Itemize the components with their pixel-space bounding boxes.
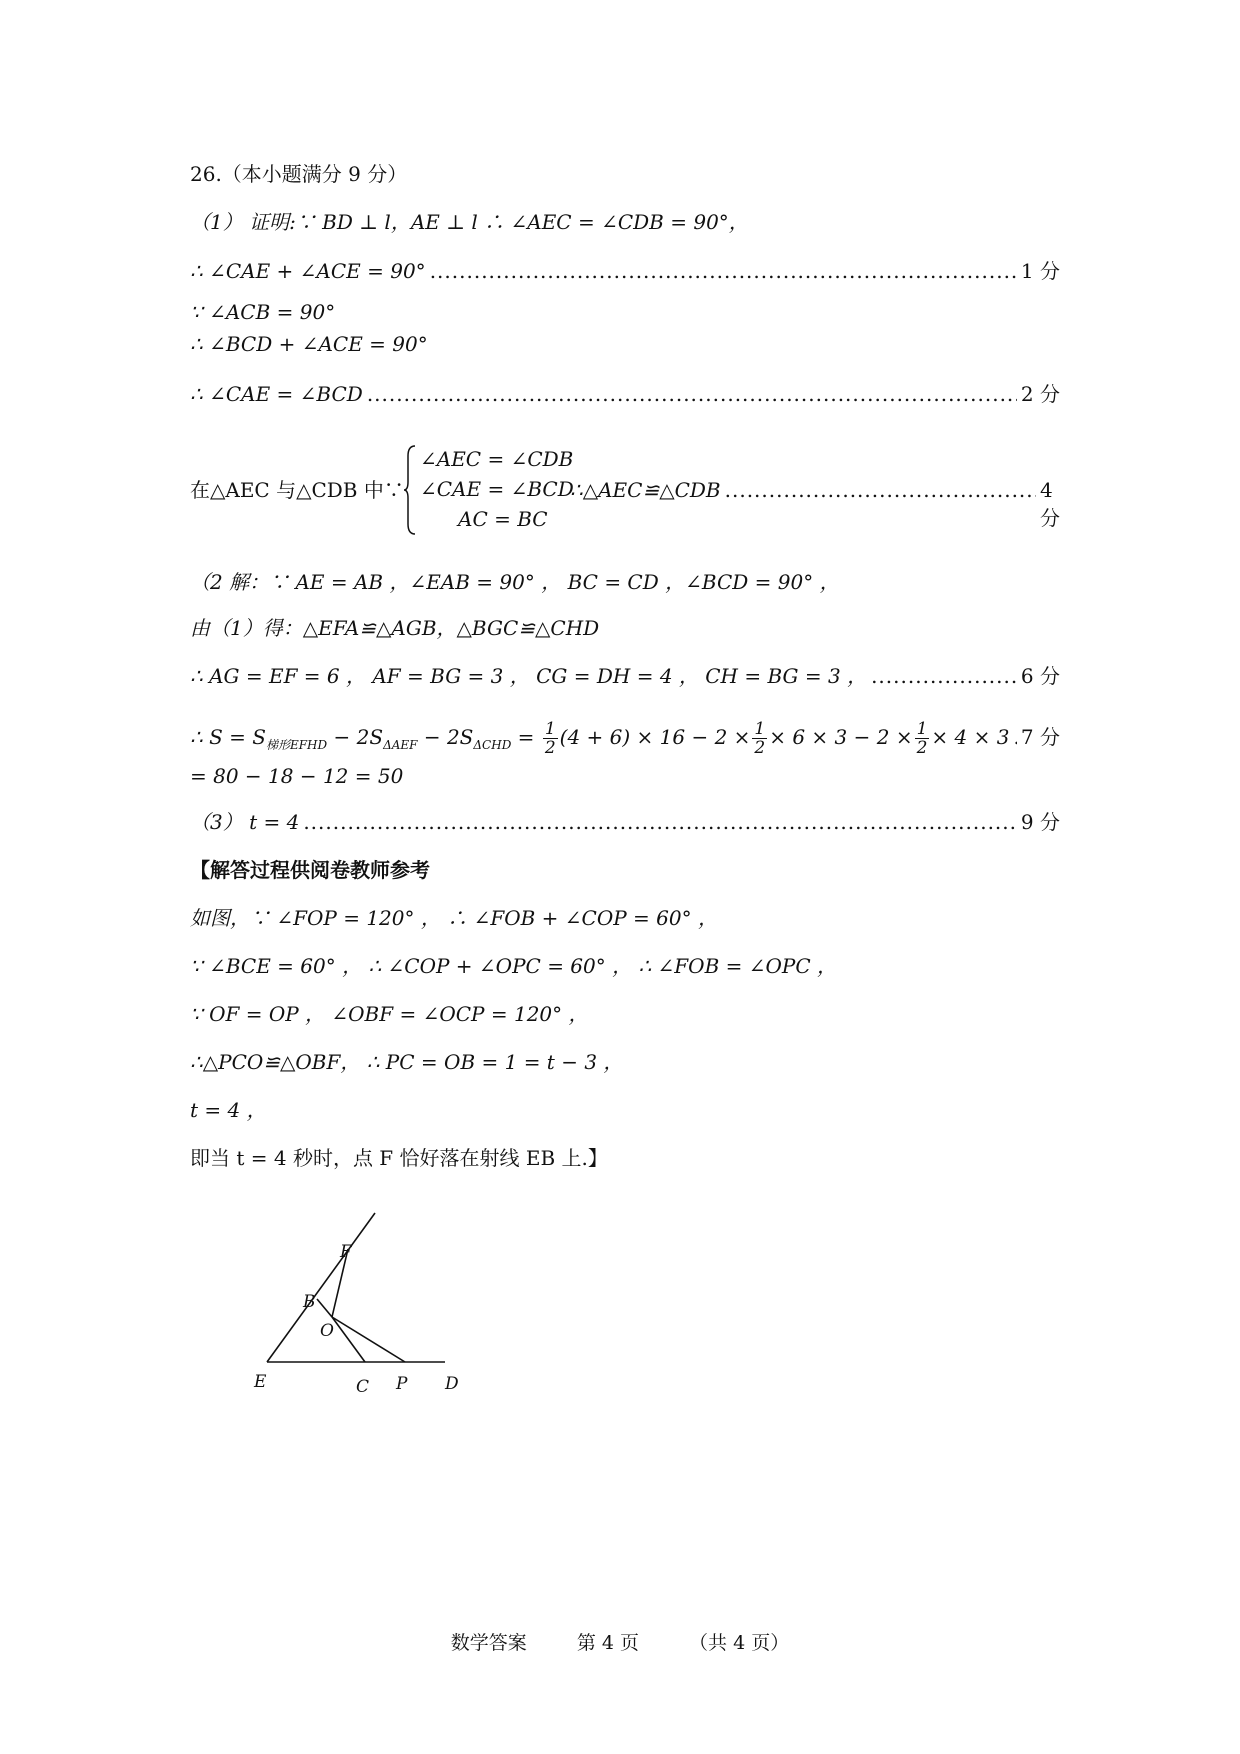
part2-line3-row — [190, 662, 1060, 690]
segment-op — [332, 1317, 405, 1362]
question-header: 26.（本小题满分 9 分） — [190, 162, 408, 186]
area-term3: × 4 × 3 — [931, 725, 1010, 749]
system-conclusion: ∴△AEC≌△CDB — [570, 478, 721, 502]
reference-line3: ∵ OF = OP ， ∠OBF = ∠OCP = 120° ， — [190, 1002, 589, 1026]
label-b: B — [303, 1292, 316, 1312]
label-e: E — [254, 1372, 267, 1392]
page-footer — [0, 1628, 1240, 1655]
part1-line1: （1） 证明:∵ BD ⊥ l，AE ⊥ l ∴ ∠AEC = ∠CDB = 90°， — [190, 210, 749, 234]
footer-total: （共 4 页） — [689, 1632, 790, 1654]
area-formula-row — [190, 720, 1060, 759]
footer-subject: 数学答案 — [450, 1632, 527, 1654]
score-9: 9 分 — [1020, 810, 1060, 834]
system-eq-2: ∠CAE = ∠BCD — [420, 477, 574, 501]
area-eq: = — [511, 725, 541, 749]
label-p: P — [396, 1374, 408, 1394]
leader-dots — [303, 808, 1017, 836]
part2-line1: （2 解：∵ AE = AB ，∠EAB = 90° ， BC = CD ，∠BCD = 90° ， — [190, 570, 840, 594]
score-6: 6 分 — [1020, 664, 1060, 688]
reference-heading: 【解答过程供阅卷教师参考 — [190, 858, 430, 882]
label-o: O — [320, 1321, 334, 1341]
part1-line5: ∴ ∠CAE = ∠BCD — [190, 382, 363, 406]
area-sub-trapezoid: 梯形EFHD — [265, 738, 328, 752]
score-7: 7 分 — [1020, 725, 1060, 749]
part1-line4: ∴ ∠BCD + ∠ACE = 90° — [190, 332, 428, 356]
label-c: C — [356, 1377, 370, 1397]
part1-line2: ∴ ∠CAE + ∠ACE = 90° — [190, 259, 426, 283]
area-sub-chd: ΔCHD — [473, 738, 512, 752]
part2-line2: 由（1）得：△EFA≌△AGB，△BGC≌△CHD — [190, 616, 600, 640]
area-term1: (4 + 6) × 16 − 2 × — [559, 725, 751, 749]
reference-line4: ∴△PCO≌△OBF， ∴ PC = OB = 1 = t − 3 ， — [190, 1050, 624, 1074]
footer-page: 第 4 页 — [576, 1632, 639, 1654]
reference-line1: 如图，∵ ∠FOP = 120° ， ∴ ∠FOB + ∠COP = 60° ， — [190, 906, 718, 930]
leader-dots — [1013, 723, 1016, 751]
label-f: F — [340, 1242, 352, 1262]
fraction-half: $\frac{1}{2}$ — [916, 719, 928, 758]
part2-line3: ∴ AG = EF = 6 ， AF = BG = 3 ， CG = DH = 4 ， CH = BG = 3 ， — [190, 664, 868, 688]
part1-line3: ∵ ∠ACB = 90° — [190, 300, 336, 324]
area-mid2: − 2S — [417, 725, 474, 749]
area-sub-aef: ΔAEF — [383, 738, 418, 752]
reference-line2: ∵ ∠BCE = 60° ， ∴ ∠COP + ∠OPC = 60° ， ∴ ∠FOB = ∠OPC ， — [190, 954, 838, 978]
system-eq-3: AC = BC — [458, 507, 548, 531]
part1-line2-row — [190, 257, 1060, 285]
leader-dots — [725, 476, 1036, 504]
fraction-half: $\frac{1}{2}$ — [544, 719, 556, 758]
part3-row — [190, 808, 1060, 836]
leader-dots — [871, 662, 1017, 690]
area-lhs: ∴ S = S — [190, 725, 266, 749]
leader-dots — [430, 257, 1017, 285]
score-2: 2 分 — [1020, 382, 1060, 406]
segment-oc — [332, 1317, 365, 1362]
reference-line5: t = 4 ， — [190, 1098, 267, 1122]
fraction-half: $\frac{1}{2}$ — [754, 719, 766, 758]
reference-line6: 即当 t = 4 秒时，点 F 恰好落在射线 EB 上.】 — [190, 1146, 608, 1170]
left-brace — [403, 444, 417, 536]
part1-line5-row — [190, 380, 1060, 408]
system-lead: 在△AEC 与△CDB 中∵ — [190, 478, 404, 502]
area-mid1: − 2S — [327, 725, 384, 749]
part3-line1: （3） t = 4 — [190, 810, 300, 834]
geometry-figure — [240, 1205, 470, 1405]
label-d: D — [445, 1374, 459, 1394]
segment-bo — [317, 1299, 332, 1317]
system-equations — [420, 444, 574, 534]
area-formula — [190, 720, 1009, 759]
score-1: 1 分 — [1020, 259, 1060, 283]
area-term2: × 6 × 3 − 2 × — [769, 725, 913, 749]
system-eq-1: ∠AEC = ∠CDB — [420, 447, 574, 471]
leader-dots — [367, 380, 1017, 408]
system-conclusion-row — [570, 476, 1060, 532]
congruence-system — [190, 444, 1060, 536]
part2-line5: = 80 − 18 − 12 = 50 — [190, 764, 404, 788]
score-4: 4 分 — [1040, 478, 1060, 530]
